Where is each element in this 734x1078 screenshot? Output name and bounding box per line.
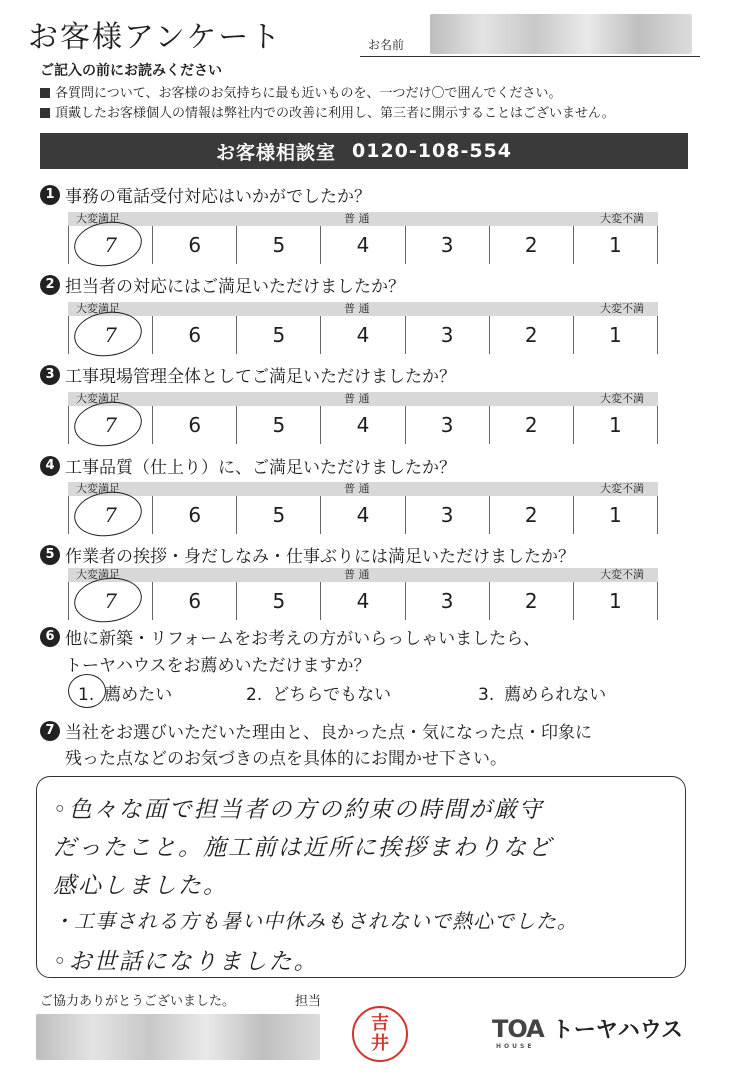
square-bullet-icon (40, 88, 50, 98)
comment-line: ・工事される方も暑い中休みもされないで熱心でした。 (53, 909, 578, 933)
rating-option-1[interactable]: 1 (573, 582, 658, 620)
rating-option-4[interactable]: 4 (320, 406, 404, 444)
question-text: 他に新築・リフォームをお考えの方がいらっしゃいましたら、 (65, 629, 541, 649)
option-neutral[interactable]: 2. どちらでもない (246, 685, 392, 705)
comment-line: 感心しました。 (53, 873, 228, 899)
notes-title: ご記入の前にお読みください (40, 63, 222, 79)
scale-label-middle: 普 通 (344, 212, 370, 225)
question-6 (40, 624, 540, 649)
question-7-line2: 残った点などのお気づきの点を具体的にお聞かせ下さい。 (65, 749, 507, 769)
scale-header (68, 482, 658, 496)
logo-mark: TOA HOUSE (492, 1014, 544, 1050)
scale-label-middle: 普 通 (344, 392, 370, 405)
rating-option-5[interactable]: 5 (236, 406, 320, 444)
rating-scale-3 (68, 392, 658, 444)
rating-scale-4 (68, 482, 658, 534)
form-title: お客様アンケート (28, 20, 283, 55)
scale-header (68, 212, 658, 226)
question-text: 担当者の対応にはご満足いただけましたか？ (65, 277, 405, 297)
rating-option-2[interactable]: 2 (489, 496, 573, 534)
rating-option-5[interactable]: 5 (236, 582, 320, 620)
rating-option-3[interactable]: 3 (405, 496, 489, 534)
scale-label-left: 大変満足 (76, 568, 120, 581)
rating-option-4[interactable]: 4 (320, 316, 404, 354)
rating-scale-5 (68, 568, 658, 620)
scale-label-right: 大変不満 (600, 482, 644, 495)
question-number-badge: 3 (40, 365, 60, 385)
name-redacted (430, 14, 692, 54)
question-4 (40, 453, 456, 478)
question-5 (40, 542, 575, 567)
rating-scale-1 (68, 212, 658, 264)
scale-label-middle: 普 通 (344, 568, 370, 581)
rating-option-6[interactable]: 6 (152, 496, 236, 534)
handdrawn-circle-mark (68, 674, 106, 708)
rating-option-7[interactable]: 7 (68, 406, 152, 444)
rating-option-4[interactable]: 4 (320, 496, 404, 534)
question-7 (40, 718, 592, 743)
question-1 (40, 182, 371, 207)
rating-option-6[interactable]: 6 (152, 226, 236, 264)
free-comment-box[interactable] (36, 776, 686, 978)
rating-option-6[interactable]: 6 (152, 582, 236, 620)
rating-option-6[interactable]: 6 (152, 406, 236, 444)
square-bullet-icon (40, 108, 50, 118)
scale-label-left: 大変満足 (76, 302, 120, 315)
rating-option-3[interactable]: 3 (405, 316, 489, 354)
question-text: 作業者の挨拶・身だしなみ・仕事ぶりには満足いただけましたか？ (65, 547, 575, 567)
rating-option-1[interactable]: 1 (573, 406, 658, 444)
rating-option-3[interactable]: 3 (405, 582, 489, 620)
scale-label-left: 大変満足 (76, 212, 120, 225)
option-not-recommend[interactable]: 3. 薦められない (478, 685, 607, 705)
question-text: 事務の電話受付対応はいかがでしたか？ (65, 187, 371, 207)
scale-header (68, 392, 658, 406)
question-number-badge: 7 (40, 721, 60, 741)
question-number-badge: 1 (40, 185, 60, 205)
scale-header (68, 302, 658, 316)
comment-line: ◦色々な面で担当者の方の約束の時間が厳守 (53, 797, 544, 823)
question-number-badge: 2 (40, 275, 60, 295)
company-name: トーヤハウス (551, 1018, 684, 1043)
rating-option-1[interactable]: 1 (573, 226, 658, 264)
rating-option-3[interactable]: 3 (405, 406, 489, 444)
banner-phone: 0120-108-554 (352, 140, 512, 162)
address-redacted (36, 1014, 320, 1060)
banner-label: お客様相談室 (216, 141, 337, 164)
scale-label-right: 大変不満 (600, 212, 644, 225)
name-label: お名前 (368, 38, 405, 52)
question-text: 当社をお選びいただいた理由と、良かった点・気になった点・印象に (65, 723, 592, 743)
rating-option-2[interactable]: 2 (489, 406, 573, 444)
scale-label-middle: 普 通 (344, 302, 370, 315)
scale-label-middle: 普 通 (344, 482, 370, 495)
rating-option-2[interactable]: 2 (489, 582, 573, 620)
staff-seal-stamp: 吉 井 (352, 1006, 408, 1062)
rating-option-2[interactable]: 2 (489, 226, 573, 264)
question-text: 工事現場管理全体としてご満足いただけましたか？ (65, 367, 456, 387)
rating-option-1[interactable]: 1 (573, 316, 658, 354)
scale-label-right: 大変不満 (600, 392, 644, 405)
company-logo (492, 1013, 684, 1050)
scale-label-left: 大変満足 (76, 482, 120, 495)
rating-option-3[interactable]: 3 (405, 226, 489, 264)
comment-line: だったこと。施工前は近所に挨拶まわりなど (53, 835, 553, 861)
note-item: 各質問について、お客様のお気持ちに最も近いものを、一つだけ〇で囲んでください。 (40, 82, 561, 101)
name-underline (360, 56, 700, 57)
question-number-badge: 6 (40, 627, 60, 647)
rating-option-7[interactable]: 7 (68, 226, 152, 264)
scale-label-left: 大変満足 (76, 392, 120, 405)
question-6-line2: トーヤハウスをお薦めいただけますか？ (65, 656, 371, 676)
rating-option-2[interactable]: 2 (489, 316, 573, 354)
consultation-banner (40, 133, 688, 169)
rating-option-4[interactable]: 4 (320, 226, 404, 264)
scale-label-right: 大変不満 (600, 568, 644, 581)
scale-header (68, 568, 658, 582)
question-text: 工事品質（仕上り）に、ご満足いただけましたか？ (65, 458, 456, 478)
option-recommend[interactable]: 1. 薦めたい (78, 685, 173, 705)
thanks-message: ご協力ありがとうございました。 (40, 994, 236, 1009)
rating-option-7[interactable]: 7 (68, 496, 152, 534)
rating-option-7[interactable]: 7 (68, 582, 152, 620)
question-number-badge: 4 (40, 456, 60, 476)
rating-option-1[interactable]: 1 (573, 496, 658, 534)
rating-option-4[interactable]: 4 (320, 582, 404, 620)
question-2 (40, 272, 405, 297)
scale-label-right: 大変不満 (600, 302, 644, 315)
rating-option-6[interactable]: 6 (152, 316, 236, 354)
question-3 (40, 362, 456, 387)
rating-option-5[interactable]: 5 (236, 316, 320, 354)
comment-line: ◦お世話になりました。 (53, 949, 319, 975)
note-item: 頂戴したお客様個人の情報は弊社内での改善に利用し、第三者に開示することはございません。 (40, 102, 615, 121)
rating-scale-2 (68, 302, 658, 354)
rating-option-7[interactable]: 7 (68, 316, 152, 354)
staff-label: 担当 (295, 994, 322, 1009)
question-number-badge: 5 (40, 545, 60, 565)
rating-option-5[interactable]: 5 (236, 496, 320, 534)
rating-option-5[interactable]: 5 (236, 226, 320, 264)
